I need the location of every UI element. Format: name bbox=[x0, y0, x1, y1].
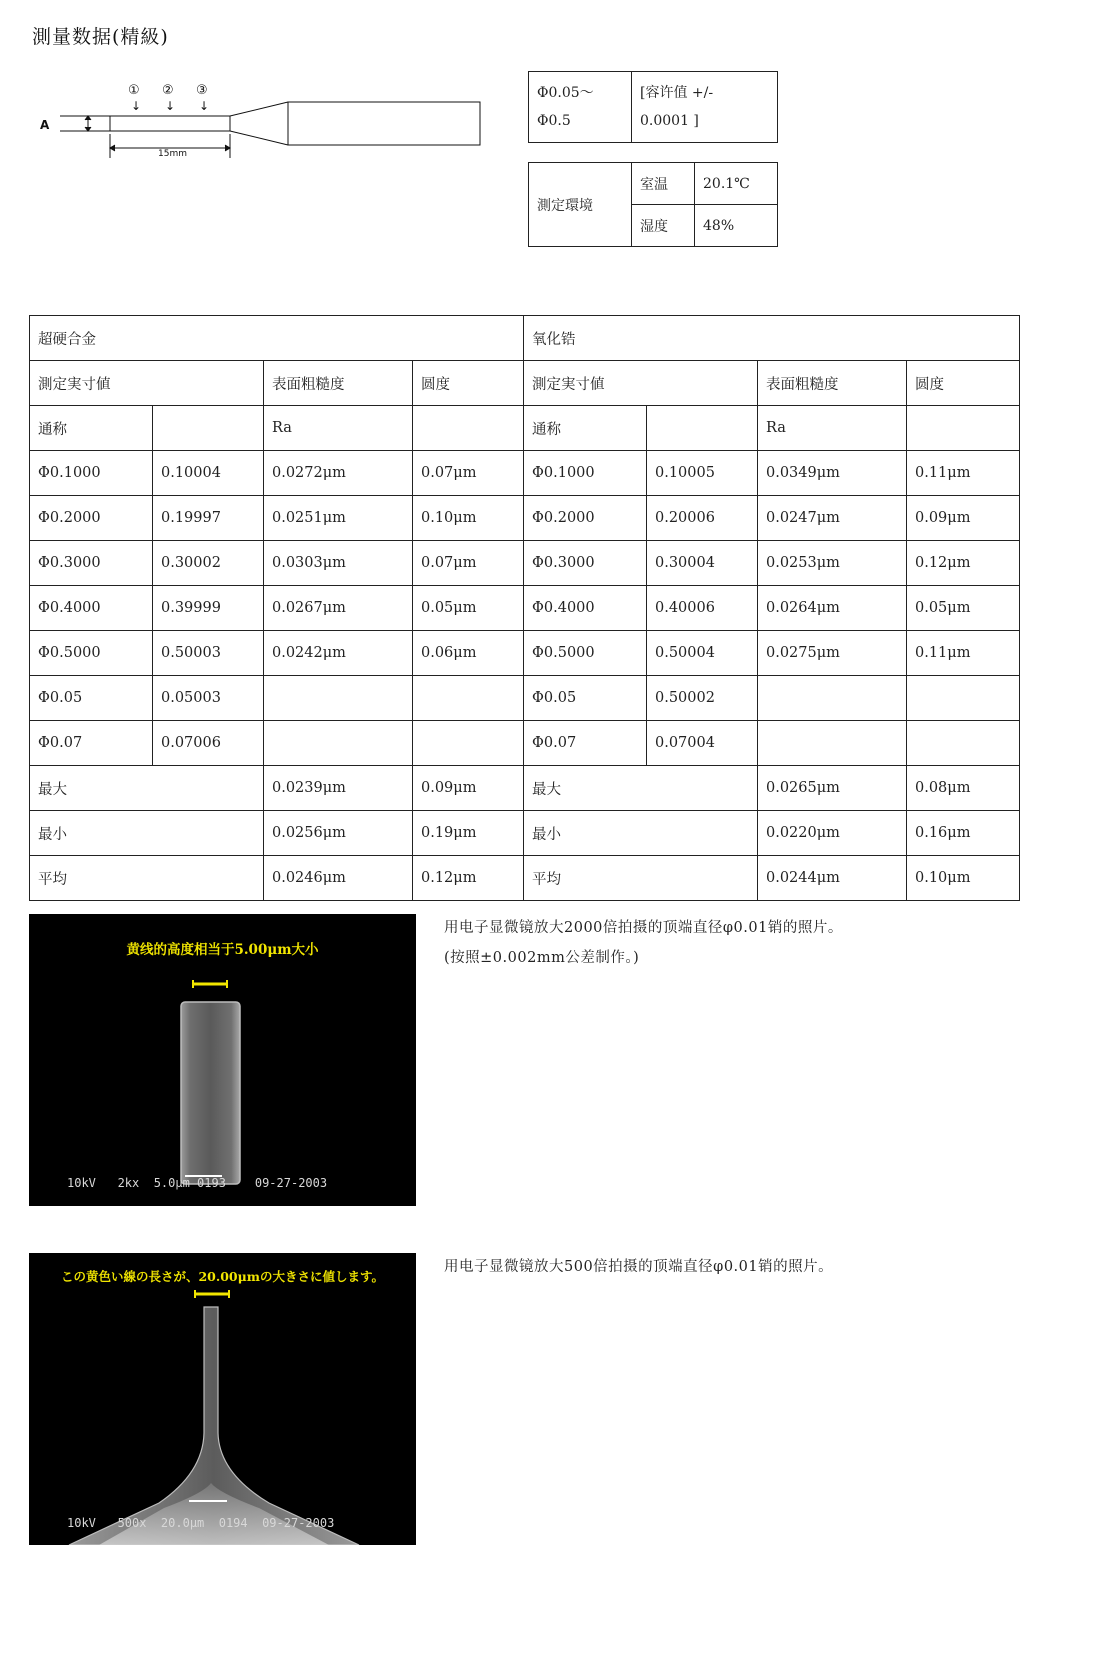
table-cell: 0.0267μm bbox=[264, 586, 413, 631]
table-cell: 0.30004 bbox=[647, 541, 758, 586]
summary-cell: 0.0244μm bbox=[758, 856, 907, 901]
table-cell bbox=[907, 721, 1020, 766]
temperature-label: 室温 bbox=[632, 163, 695, 205]
pin-taper-image bbox=[29, 1253, 416, 1545]
summary-cell: 0.09μm bbox=[413, 766, 524, 811]
table-cell: 0.0272μm bbox=[264, 451, 413, 496]
summary-label: 最小 bbox=[524, 811, 758, 856]
table-cell: Φ0.5000 bbox=[30, 631, 153, 676]
table-cell: Φ0.3000 bbox=[524, 541, 647, 586]
table-cell: 0.09μm bbox=[907, 496, 1020, 541]
subheader-empty bbox=[153, 406, 264, 451]
table-cell: 0.0349μm bbox=[758, 451, 907, 496]
table-cell: 0.07006 bbox=[153, 721, 264, 766]
environment-label: 測定環境 bbox=[529, 163, 632, 247]
table-cell: 0.50004 bbox=[647, 631, 758, 676]
table-cell: Φ0.05 bbox=[30, 676, 153, 721]
table-cell bbox=[264, 721, 413, 766]
table-cell: Φ0.3000 bbox=[30, 541, 153, 586]
table-cell: 0.11μm bbox=[907, 451, 1020, 496]
table-cell bbox=[413, 676, 524, 721]
table-cell: Φ0.2000 bbox=[524, 496, 647, 541]
table-cell: 0.10μm bbox=[413, 496, 524, 541]
summary-label: 最大 bbox=[30, 766, 264, 811]
table-cell: 0.50002 bbox=[647, 676, 758, 721]
table-cell: 0.10004 bbox=[153, 451, 264, 496]
tolerance-value-line2: 0.0001 ] bbox=[640, 113, 699, 129]
tolerance-range bbox=[529, 72, 632, 143]
table-cell: 0.05μm bbox=[413, 586, 524, 631]
table-cell: Φ0.4000 bbox=[524, 586, 647, 631]
summary-cell: 0.19μm bbox=[413, 811, 524, 856]
photo-2-footer: 10kV 500x 20.0μm 0194 09-27-2003 bbox=[67, 1516, 335, 1530]
table-row bbox=[30, 541, 1020, 586]
marker-2: ② bbox=[162, 83, 174, 98]
header-roughness: 表面粗糙度 bbox=[758, 361, 907, 406]
subheader-nominal: 通称 bbox=[30, 406, 153, 451]
summary-row bbox=[30, 856, 1020, 901]
table-cell: 0.12μm bbox=[907, 541, 1020, 586]
table-cell: 0.0303μm bbox=[264, 541, 413, 586]
tolerance-table bbox=[528, 71, 778, 143]
table-cell: Φ0.2000 bbox=[30, 496, 153, 541]
photo-1-desc-line1: 用电子显微镜放大2000倍拍摄的顶端直径φ0.01销的照片。 bbox=[444, 920, 843, 936]
table-cell: 0.0275μm bbox=[758, 631, 907, 676]
table-cell: Φ0.07 bbox=[30, 721, 153, 766]
tolerance-range-line1: Φ0.05～ bbox=[537, 85, 594, 101]
table-row bbox=[30, 721, 1020, 766]
humidity-label: 湿度 bbox=[632, 205, 695, 247]
table-cell: 0.40006 bbox=[647, 586, 758, 631]
table-cell: Φ0.1000 bbox=[30, 451, 153, 496]
table-cell: 0.07004 bbox=[647, 721, 758, 766]
table-cell bbox=[758, 721, 907, 766]
pin-body bbox=[181, 1002, 240, 1184]
table-cell: Φ0.4000 bbox=[30, 586, 153, 631]
sem-photo-2 bbox=[29, 1253, 416, 1545]
table-cell bbox=[264, 676, 413, 721]
photo-2-caption: この黄色い線の長さが、20.00μmの大きさに値します。 bbox=[60, 1269, 385, 1284]
table-cell bbox=[907, 676, 1020, 721]
photo-1-footer: 10kV 2kx 5.0μm 0193 09-27-2003 bbox=[67, 1176, 328, 1190]
table-cell: Φ0.05 bbox=[524, 676, 647, 721]
subheader-ra: Ra bbox=[264, 406, 413, 451]
table-cell bbox=[413, 721, 524, 766]
table-cell: Φ0.5000 bbox=[524, 631, 647, 676]
table-cell: Φ0.1000 bbox=[524, 451, 647, 496]
table-row bbox=[30, 496, 1020, 541]
summary-cell: 0.16μm bbox=[907, 811, 1020, 856]
arrow-down-icon: ↓ bbox=[165, 99, 176, 113]
subheader-ra: Ra bbox=[758, 406, 907, 451]
table-cell: 0.07μm bbox=[413, 451, 524, 496]
table-cell: 0.0247μm bbox=[758, 496, 907, 541]
summary-cell: 0.0239μm bbox=[264, 766, 413, 811]
table-cell: 0.30002 bbox=[153, 541, 264, 586]
sem-photo-1 bbox=[29, 914, 416, 1206]
table-cell: 0.11μm bbox=[907, 631, 1020, 676]
tolerance-value bbox=[632, 72, 778, 143]
summary-cell: 0.0265μm bbox=[758, 766, 907, 811]
environment-table bbox=[528, 162, 778, 247]
table-cell: 0.0251μm bbox=[264, 496, 413, 541]
temperature-value: 20.1℃ bbox=[695, 163, 778, 205]
table-cell: 0.19997 bbox=[153, 496, 264, 541]
summary-cell: 0.0246μm bbox=[264, 856, 413, 901]
photo-1-caption: 黄线的高度相当于5.00μm大小 bbox=[126, 942, 319, 958]
pin-diagram bbox=[32, 78, 492, 168]
summary-label: 最小 bbox=[30, 811, 264, 856]
header-measured: 測定実寸値 bbox=[524, 361, 758, 406]
table-cell: 0.06μm bbox=[413, 631, 524, 676]
subheader-empty bbox=[907, 406, 1020, 451]
summary-label: 平均 bbox=[524, 856, 758, 901]
table-cell: 0.07μm bbox=[413, 541, 524, 586]
table-cell bbox=[758, 676, 907, 721]
table-cell: 0.05μm bbox=[907, 586, 1020, 631]
summary-row bbox=[30, 811, 1020, 856]
summary-cell: 0.0220μm bbox=[758, 811, 907, 856]
summary-cell: 0.08μm bbox=[907, 766, 1020, 811]
photo-2-desc-line1: 用电子显微镜放大500倍拍摄的顶端直径φ0.01销的照片。 bbox=[444, 1259, 834, 1275]
label-a: A bbox=[40, 118, 50, 132]
table-row bbox=[30, 676, 1020, 721]
photo-2-description bbox=[444, 1252, 833, 1282]
header-roughness: 表面粗糙度 bbox=[264, 361, 413, 406]
table-cell: 0.20006 bbox=[647, 496, 758, 541]
table-cell: 0.0242μm bbox=[264, 631, 413, 676]
table-row bbox=[30, 451, 1020, 496]
header-roundness: 圆度 bbox=[413, 361, 524, 406]
table-cell: 0.39999 bbox=[153, 586, 264, 631]
humidity-value: 48% bbox=[695, 205, 778, 247]
table-row bbox=[30, 631, 1020, 676]
table-cell: 0.05003 bbox=[153, 676, 264, 721]
group-zirconia: 氧化锆 bbox=[524, 316, 1020, 361]
photo-1-description bbox=[444, 913, 843, 973]
table-cell: 0.50003 bbox=[153, 631, 264, 676]
header-roundness: 圆度 bbox=[907, 361, 1020, 406]
photo-1-desc-line2: (按照±0.002mm公差制作。) bbox=[444, 950, 640, 966]
tolerance-value-line1: [容许值 +/- bbox=[640, 85, 714, 101]
header-measured: 測定実寸値 bbox=[30, 361, 264, 406]
table-row bbox=[30, 586, 1020, 631]
tolerance-range-line2: Φ0.5 bbox=[537, 113, 571, 129]
summary-cell: 0.12μm bbox=[413, 856, 524, 901]
arrow-down-icon: ↓ bbox=[199, 99, 210, 113]
marker-1: ① bbox=[128, 83, 140, 98]
subheader-empty bbox=[413, 406, 524, 451]
summary-row bbox=[30, 766, 1020, 811]
group-carbide: 超硬合金 bbox=[30, 316, 524, 361]
table-cell: Φ0.07 bbox=[524, 721, 647, 766]
measurement-table bbox=[29, 315, 1020, 901]
dimension-15mm: 15mm bbox=[158, 149, 187, 159]
summary-cell: 0.0256μm bbox=[264, 811, 413, 856]
page-title: 測量数据(精級) bbox=[32, 26, 169, 48]
subheader-nominal: 通称 bbox=[524, 406, 647, 451]
pin-tip-image bbox=[29, 914, 416, 1206]
table-cell: 0.0264μm bbox=[758, 586, 907, 631]
arrow-down-icon: ↓ bbox=[131, 99, 142, 113]
subheader-empty bbox=[647, 406, 758, 451]
summary-label: 最大 bbox=[524, 766, 758, 811]
marker-3: ③ bbox=[196, 83, 208, 98]
table-cell: 0.0253μm bbox=[758, 541, 907, 586]
table-cell: 0.10005 bbox=[647, 451, 758, 496]
summary-label: 平均 bbox=[30, 856, 264, 901]
summary-cell: 0.10μm bbox=[907, 856, 1020, 901]
